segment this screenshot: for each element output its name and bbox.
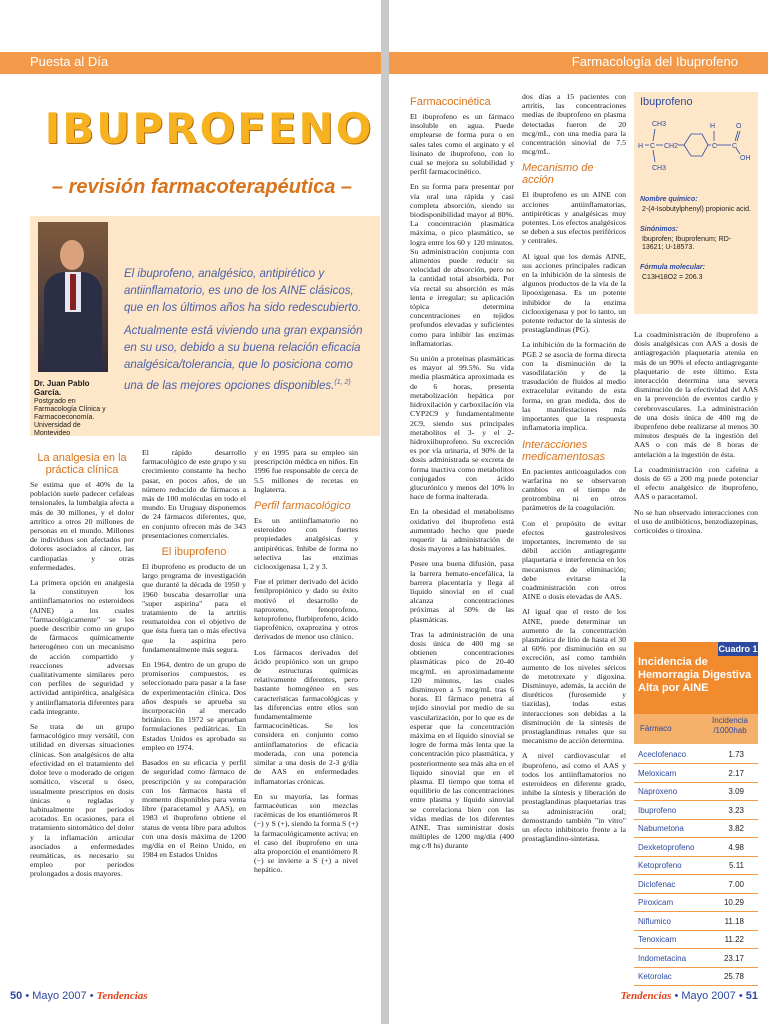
text-column: [30, 448, 134, 983]
drug-name: Niflumico: [638, 916, 671, 926]
drug-name: Nabumetona: [638, 824, 684, 833]
paragraph: Fue el primer derivado del ácido fenilpropiónico y dado su éxito motivó el desarrollo de naproxeno, fenoprofeno, ketoprofeno, flurbiprofeno, ácido tiaprofénico, oxaprozina y otros derivados de menor uso clínico.: [254, 577, 358, 642]
paragraph: A nivel cardiovascular el ibuprofeno, así como el AAS y todos los antiinflamatorios no esteroideos en diferente grado, inhibe la síntesis y liberación de prostaglandinas plaquetarias tras su administración oral; demostrando también "in vitro" un efecto inhibitorio frente a la prostaglandino-sintetasa.: [522, 751, 626, 844]
drug-name: Ibuprofeno: [638, 805, 677, 815]
atom-label: CH2: [664, 143, 679, 150]
table-column-headers: [634, 714, 758, 744]
text-column: [522, 92, 626, 987]
table-row: [634, 894, 758, 912]
table-row: [634, 820, 758, 838]
paragraph: y en 1995 para su empleo sin prescripción médica en niños. En 1996 fue responsable de cerca de 5.5 millones de recetas en Inglaterra.: [254, 448, 358, 494]
incidence-value: 7.00: [728, 879, 744, 889]
formula-value: C13H18O2 = 206.3: [642, 274, 703, 281]
paragraph: dos días a 15 pacientes con artritis, las concentraciones medias de ibuprofeno en plasma detectadas fueron de 20 mcg/mL, con una media para la concentración sinovial de 7.5 mcg/mL.: [522, 92, 626, 157]
text-column: [410, 92, 514, 987]
paragraph: Basados en su eficacia y perfil de seguridad como fármaco de prescripción y su comparación con los fármacos hasta el momento disponibles para venta libre (paracetamol y AAS), en 1983 el ibuprofeno obtiene el status de venta libre para adultos con una dosis máxima de 1200 mg/día en el Reino Unido, en 1984 en Estados Unidos: [142, 758, 246, 860]
atom-label: H: [710, 123, 716, 130]
synonyms-label: Sinónimos:: [640, 226, 679, 233]
issue-date: • Mayo 2007 •: [25, 990, 94, 1002]
incidence-value: 2.17: [728, 768, 744, 778]
chemical-structure-box: [634, 92, 758, 314]
incidence-value: 4.98: [728, 842, 744, 852]
drug-name: Indometacina: [638, 953, 687, 963]
table-row: [634, 839, 758, 857]
text-column: [142, 448, 246, 983]
author-photo: [38, 222, 108, 372]
paragraph: En pacientes anticoagulados con warfarina no se observaron cambios en el tiempo de protrombina ni en otros parámetros de la coagulación.: [522, 466, 626, 513]
table-row: [634, 857, 758, 875]
paragraph: Con el propósito de evitar efectos gastrolesivos importantes, incremento de su débil acción antiagregante plaquetaria e interferencia en los mecanismos de eliminación; debe evitarse la coadministración con otros AINE o dosis elevadas de AAS.: [522, 518, 626, 602]
abstract-paragraph: El ibuprofeno, analgésico, antipirético y antiinflamatorio, es uno de los AINE clásicos, que en los últimos años ha sido redescubierto.: [124, 268, 362, 314]
drug-name: Meloxicam: [638, 768, 677, 778]
paragraph: Posee una buena difusión, pasa la barrera hemato-encefálica, la barrera placentaria y llega al líquido sinovial en el cual alcanza concentraciones próximas al 50% de las plasmáticas.: [410, 559, 514, 624]
incidence-value: 23.17: [723, 953, 744, 963]
table-row: [634, 950, 758, 968]
atom-label: O: [736, 123, 742, 130]
abstract-paragraph: Actualmente está viviendo una gran expansión en su uso, debido a su buena relación eficacia analgésica/tolerancia, que lo posiciona como una de las mejores opciones disponibles.: [124, 325, 363, 392]
formula-label: Fórmula molecular:: [640, 264, 705, 271]
incidence-value: 5.11: [729, 861, 744, 870]
table-row: [634, 876, 758, 894]
page-gutter: [381, 0, 389, 1024]
chemical-name-label: Nombre químico:: [640, 196, 698, 203]
drug-name: Diclofenac: [638, 879, 676, 889]
paragraph: El ibuprofeno es un AINE con acciones antiinflamatorias, antipiréticas y analgésicas muy potentes. Los efectos analgésicos se deben a sus efectos periféricos y centrales.: [522, 190, 626, 246]
synonyms-value: Ibuprofen; Ibuprofenum; RD-13621; U-18573.: [642, 236, 732, 251]
incidence-value: 3.82: [728, 824, 744, 833]
incidence-value: 10.29: [723, 898, 744, 907]
atom-label: CH3: [652, 121, 667, 128]
paragraph: El ibuprofeno es producto de un largo programa de investigación que duranté la década de 1950 y 1960 buscaba desarrollar una "super aspirina" para el tratamiento de la artritis reumatoidea con el objetivo de que ésta fuera tan o más efectiva que la aspirina pero fundamentalmente más segura.: [142, 562, 246, 654]
paragraph: La primera opción en analgesia la constituyen los antiinflamatorios no esteroideos (AINE) a los cuales "farmacológicamente" se los puede describir como un grupo de fármacos químicamente heterogéneo con un mecanismo de acción compartido y reacciones adversas cualitativamente similares pero con perfiles de seguridad y actividad antipirética, analgésica y antiinflamatoria diferentes para cada integrante.: [30, 578, 134, 716]
topic-label: Farmacología del Ibuprofeno: [571, 54, 738, 69]
author-credit: [34, 380, 118, 438]
paragraph: Se trata de un grupo farmacológico muy versátil, con utilidad en diversas situaciones clínicas. Son analgésicos de alta efectividad en el tratamiento del dolor leve o moderado de origen somático, visceral u óseo, usualmente prescriptos en dosis únicas o regladas y habitualmente por períodos acotados. En ocasiones, para el tratamiento sintomático del dolor y la inflamación articular asociados a enfermedades reumáticas, es necesario su empleo por períodos prolongados a dosis mayores.: [30, 722, 134, 879]
table-header: [634, 642, 758, 714]
section-heading: Farmacocinética: [410, 96, 491, 108]
drug-name: Aceclofenaco: [638, 750, 687, 759]
paragraph: En su forma para presentar por vía oral una rápida y casi completa absorción, siendo su biodisponibilidad mayor al 80%. La concentración plasmática máxima, o pico plasmático, se logra entre los 60 y 120 minutos. Su administración conjunta con alimentos puede reducir su velocidad de absorción, pero no la cantidad total absorbida. Por vía rectal su absorción es más lenta e irregular; su aplicación tópica determina concentraciones en tejidos profundos elevadas y suficientes como para inhibir las enzimas inflamatorias.: [410, 182, 514, 348]
paragraph: En la obesidad el metabolismo oxidativo del ibuprofeno está aumentado hecho que puede requerir la administración de dosis mayores a las habituales.: [410, 507, 514, 554]
section-heading: La analgesia en la práctica clínica: [37, 452, 127, 476]
abstract: [124, 266, 374, 395]
paragraph: Al igual que los demás AINE, sus acciones principales radican en la inhibición de la síntesis de algunos productos de la vía de la lipooxigenasa. Es un potente inhibidor de la enzima ciclooxigenasa y por lo tanto, un potente reductor de la síntesis de prostaglandinas (PG).: [522, 251, 626, 335]
brand-logo: Tendencias: [96, 990, 148, 1002]
reference-marker: (1, 2): [334, 379, 351, 386]
page-number: 50: [10, 990, 23, 1002]
incidence-table: [634, 642, 758, 987]
ibuprofen-structure-diagram: [636, 114, 756, 178]
paragraph: El rápido desarrollo farmacológico de este grupo y su crecimiento constante ha hecho pasar, en pocos años, de un número reducido de fármacos a más de 100 moléculas en todo el mundo. En Uruguay disponemos de 24 fármacos diferentes, que, en conjunto ofrecen más de 343 presentaciones comerciales.: [142, 448, 246, 540]
paragraph: Tras la administración de una dosis única de 400 mg se obtienen concentraciones plasmáticas pico de 20-40 mcg/mL en aproximadamente 120 minutos, las cuales disminuyen a 5 mcg/mL tras 6 horas. El fármaco penetra al tejido sinovial por medio de su vascularización, por lo que es de esperar que la concentración máxima en el líquido sinovial se logre de forma más lenta que la concentración pico plasmática, y posteriormente sea más alta en el líquido sinovial que en el plasma. El tiempo que toma el equilibrio de las concentraciones entre plasma y líquido sinovial se correlaciona bien con las vidas medias de los diferentes AINE. Tras suministrar dosis múltiples de 1200 mg/día (400 mg c/8 hs) durante: [410, 629, 514, 851]
drug-name: Ketorolac: [638, 972, 672, 981]
drug-name: Dexketoprofeno: [638, 842, 695, 852]
issue-date: • Mayo 2007 •: [674, 990, 743, 1002]
chemical-name-value: 2-(4-Isobutylphenyl) propionic acid.: [642, 206, 751, 213]
table-row: [634, 783, 758, 801]
section-heading: El ibuprofeno: [161, 546, 227, 559]
text-column: [634, 330, 758, 635]
atom-label: H: [638, 143, 644, 150]
atom-label: OH: [740, 155, 751, 162]
footer-left: [10, 990, 148, 1010]
section-heading: Mecanismo de acción: [522, 162, 594, 187]
atom-label: C: [732, 143, 738, 150]
incidence-value: 3.23: [728, 805, 744, 815]
article-subtitle: – revisión farmacoterapéutica –: [51, 176, 353, 198]
brand-logo: Tendencias: [620, 990, 672, 1002]
author-name: Dr. Juan Pablo García.: [34, 379, 90, 397]
drug-name: Tenoxicam: [638, 935, 677, 944]
paragraph: En 1964, dentro de un grupo de promisorios compuestos, es seleccionado para pasar a la fase de experimentación clínica. Dos años después se aprueba su incorporación al mercado británico. En 1972 se aprueban formulaciones pediátricas. En Estados Unidos es aprobado su empleo en 1974.: [142, 660, 246, 752]
table-title: Incidencia de Hemorragia Digestiva Alta por AINE: [638, 656, 752, 694]
incidence-value: 11.22: [724, 935, 744, 944]
section-heading: Perfil farmacológico: [254, 500, 351, 513]
article-title: IBUPROFENO: [44, 104, 374, 153]
paragraph: Es un antiinflamatorio no esteroideo con fuertes propiedades analgésicas y antipiréticas. Inhibe de forma no selectiva las enzimas ciclooxigenasa 1, 2 y 3.: [254, 516, 358, 572]
paragraph: No se han observado interacciones con el uso de antibióticos, benzodiazepinas, corticoides o tiroxina.: [634, 507, 758, 536]
author-affiliation: Postgrado en Farmacología Clínica y Farmacoeconomía. Universidad de Montevideo: [34, 398, 106, 437]
table-row: [634, 765, 758, 783]
paragraph: Se estima que el 40% de la población suele padecer cefaleas tensionales, la lumbalgia afecta a más de 30 millones, y el dolor artrítico a otros 20 millones de personas en el mundo. Millones de individuos son afectados por dolores asociados al cáncer, las cardiopatías y otras enfermedades.: [30, 480, 134, 572]
paragraph: La inhibición de la formación de PGE 2 se asocia de forma directa con la disminución de la vasodilatación y de la trasudación de fluidos al medio extracelular evitando de esta forma, en gran medida, dos de las manifestaciones más importantes que la respuesta inflamatoria implica.: [522, 340, 626, 433]
paragraph: El ibuprofeno es un fármaco insoluble en agua. Puede emplearse de forma pura o en sales tales como el arginato y el lisinato de ibuprofeno, con lo cual se mejora su solubilidad y perfil farmacocinético.: [410, 112, 514, 177]
paragraph: La coadministración con cafeína a dosis de 65 a 200 mg puede potenciar el efecto analgésico de ibuprofeno, AAS o paracetamol.: [634, 464, 758, 502]
paragraph: Al igual que el resto de los AINE, puede determinar un aumento de la concentración plasmática de litio de hasta el 30 al 60% por disminución en su excreción, así como también aumento de los niveles séricos de metotrexate y digoxina. Disminuye, además, la acción de diuréticos (furosemide y tiazidas), todas estas interacciones son debidas a la disminución de la síntesis de prostaglandinas renales que su mecanismo de acción determina.: [522, 607, 626, 746]
drug-name: Naproxeno: [638, 787, 678, 796]
section-heading: Interacciones medicamentosas: [522, 438, 606, 463]
drug-name: Piroxicam: [638, 898, 674, 907]
footer-right: [620, 990, 758, 1010]
incidence-value: 25.78: [723, 972, 744, 981]
table-row: [634, 913, 758, 931]
table-row: [634, 802, 758, 820]
section-label: Puesta al Día: [30, 54, 109, 69]
incidence-value: 1.73: [728, 750, 744, 759]
paragraph: Los fármacos derivados del ácido propiónico son un grupo de estructuras químicas relativamente diferentes, pero bastante homogéneo en sus características farmacológicas y las diferencias entre ellos son fundamentalmente farmacocinéticas. Se los considera en conjunto como antiinflamatorios de eficacia moderada, con una potencia similar a una dosis de 2-3 g/día de AAS en enfermedades inflamatorias crónicas.: [254, 647, 358, 786]
paragraph: En su mayoría, las formas farmacéuticas son mezclas racémicas de los enantiómeros R (−) y S (+), siendo la forma S (+) la farmacológicamente activa; en el caso del ibuprofeno en una alta proporción el enantiómero R (−) se invierte a S (+) a nivel hepático.: [254, 791, 358, 875]
table-badge: Cuadro 1: [718, 644, 758, 654]
incidence-value: 11.18: [724, 916, 744, 926]
paragraph: La coadministración de ibuprofeno a dosis analgésicas con AAS a dosis de antiagregación plaquetaria atenúa en más de un 90% el efecto antiagregante plaquetario de este último. Esta interacción determina una severa disminución de la efectividad del AAS en la prevención de eventos cardio y cerebrovasculares. La administración de una dosis única de 400 mg de ibuprofeno debe realizarse al menos 30 minutos después de la ingestión del AAS o con más de 8 horas de antelación a la ingestión de ésta.: [634, 330, 758, 459]
column-header: Fármaco: [640, 724, 672, 733]
page-number: 51: [745, 990, 758, 1002]
table-row: [634, 746, 758, 764]
structure-title: Ibuprofeno: [640, 96, 693, 108]
atom-label: C: [712, 143, 718, 150]
atom-label: CH3: [652, 165, 667, 172]
atom-label: C: [650, 143, 656, 150]
column-header: Incidencia /1000hab: [711, 716, 749, 735]
table-row: [634, 968, 758, 986]
text-column: [254, 448, 358, 983]
drug-name: Ketoprofeno: [638, 861, 682, 870]
table-row: [634, 931, 758, 949]
incidence-value: 3.09: [728, 787, 744, 796]
paragraph: Su unión a proteínas plasmáticas es mayor al 99.5%. Su vida media plasmática aproximada es de 6 horas, presenta metabolización hepática por hidroxilación y carboxilación vía CYP2C9 y fundamentalmente 2C9, siendo sus principales metabolitos el 3- y el 2-hidroxiibuprofeno. Su excreción es por vía urinaria, el 90% de la dosis administrada se excreta de forma inactiva como metabolitos conjugados con ácido glucurónico y menos del 10% lo hace de forma inalterada.: [410, 354, 514, 502]
